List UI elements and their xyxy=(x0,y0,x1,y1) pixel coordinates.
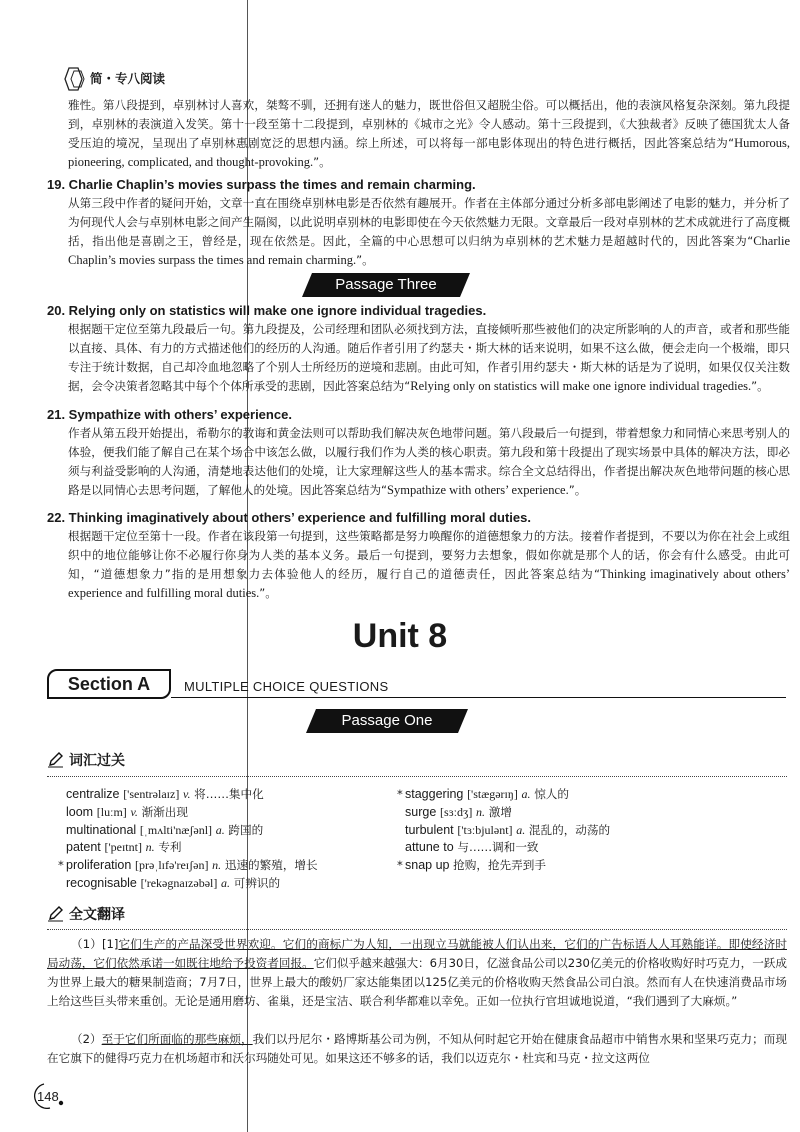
translation-heading: 全文翻译 xyxy=(47,904,125,926)
vocab-word: attune to xyxy=(405,840,454,855)
dotted-divider xyxy=(47,929,787,930)
vocab-word: proliferation xyxy=(66,858,132,873)
vocab-meaning: 惊人的 xyxy=(534,787,569,801)
vocab-meaning: 激增 xyxy=(488,804,512,819)
vocab-part-of-speech: v. xyxy=(130,804,138,819)
vocab-word: turbulent xyxy=(405,822,454,837)
dotted-divider xyxy=(47,776,787,777)
vocab-part-of-speech: n. xyxy=(476,804,486,819)
vocab-phonetic: ['rekəgnaɪzəbəl] xyxy=(140,875,218,890)
vocab-meaning: 将……集中化 xyxy=(194,787,264,801)
question-19-title: 19. Charlie Chaplin’s movies surpass the times and remain charming. xyxy=(47,177,476,192)
banner-label: Passage Three xyxy=(335,276,437,293)
section-label: Section A xyxy=(67,674,151,694)
vocab-item xyxy=(66,804,386,822)
header-title: 简・专八阅读 xyxy=(90,71,166,86)
star-marker: * xyxy=(58,858,64,873)
vocab-meaning: 混乱的，动荡的 xyxy=(528,822,611,837)
vocab-part-of-speech: v. xyxy=(183,787,191,801)
vocab-item xyxy=(405,839,745,857)
vocab-word: multinational xyxy=(66,822,137,837)
vocab-item xyxy=(66,839,386,857)
vocab-meaning: 抢购，抢先弄到手 xyxy=(453,858,546,873)
section-label-box xyxy=(47,669,171,699)
vocab-part-of-speech: n. xyxy=(212,858,222,873)
vocab-item xyxy=(66,822,386,840)
section-rule xyxy=(171,697,786,698)
vocab-word: staggering xyxy=(405,787,464,801)
question-21-answer: 作者从第五段开始提出，希勒尔的教诲和黄金法则可以帮助我们解决灰色地带问题。第八段最后一句提到，带着想象力和同情心来思考别人的体验，便我们能了解自己在某个场合中该怎么做，以履行我们作为人类的核心职责。第九段和第十段提出了现实场景中具体的解决方法，即必须与利益受影响的人沟通，清楚地表达他们的处境，让大家理解这些人的基本需求。综合全文总结得出，作者提出解决灰色地带问题的核心思路是以同情心去思考问题，了解他人的处境。因此答案总结为“Sympathize with others’ experience.”。 xyxy=(68,426,790,497)
vocab-item xyxy=(58,857,386,875)
vocab-item xyxy=(397,857,745,875)
vocab-word: loom xyxy=(66,804,94,819)
vocab-word: surge xyxy=(405,804,437,819)
vocab-meaning: 与……调和一致 xyxy=(457,840,539,855)
vocab-word: snap up xyxy=(405,858,450,873)
vocab-item xyxy=(397,786,745,804)
vocab-word: centralize xyxy=(66,787,120,801)
section-subtitle: MULTIPLE CHOICE QUESTIONS xyxy=(184,679,389,694)
vocab-meaning: 跨国的 xyxy=(228,822,264,837)
page-number-badge xyxy=(30,1081,66,1111)
vocab-item xyxy=(405,822,745,840)
vocab-part-of-speech: a. xyxy=(221,875,231,890)
vocab-phonetic: [ˌmʌlti'næʃənl] xyxy=(139,822,213,837)
star-marker: * xyxy=(397,858,403,873)
vocab-heading: 词汇过关 xyxy=(47,750,125,772)
question-20-answer: 根据题干定位至第九段最后一句。第九段提及，公司经理和团队必须找到方法，直接倾听那些被他们的决定所影响的人的声音，或者和那些能以直接、具体、有力的方式描述他们的经历的人沟通。随后作者引用了约瑟夫・斯大林的话来说明，如果不这么做，便会走向一个极端，即只专注于统计数据，自己却冷血地忽略了个别人士所经历的逆境和悲剧。由此可知，作者引用约瑟夫・斯大林的话是为了说明，如果仅仅关注数据，会令决策者忽略其中每个个体所承受的悲剧，因此答案总结为“Relying only on statistics will make one ignore individual tragedies.”。 xyxy=(68,322,790,393)
vocab-phonetic: ['sentrəlaɪz] xyxy=(123,787,180,801)
vocab-part-of-speech: a. xyxy=(521,787,531,801)
vocab-word: recognisable xyxy=(66,875,137,890)
vocab-item xyxy=(66,786,386,804)
banner-label: Passage One xyxy=(341,712,433,729)
vocab-meaning: 渐渐出现 xyxy=(141,804,188,819)
hexagon-bracket-icon xyxy=(62,66,90,92)
vocab-word: patent xyxy=(66,840,101,855)
vocab-phonetic: [prəˌlɪfə'reɪʃən] xyxy=(135,858,209,873)
vocab-phonetic: ['peɪtnt] xyxy=(104,840,142,855)
vocab-meaning: 可辨识的 xyxy=(233,875,281,890)
translation-paragraph-2: （2）至于它们所面临的那些麻烦，我们以丹尼尔・路博斯基公司为例，不知从何时起它开始在健康食品超市中销售水果和坚果巧克力；而现在它旗下的健得巧克力在机场超市和沃尔玛随处可见。如果这还不够多的话，我们以迈克尔・杜宾和马克・拉文这两位 xyxy=(47,1032,787,1065)
pencil-icon xyxy=(47,750,65,768)
unit-title: Unit 8 xyxy=(352,617,448,655)
passage-three-banner xyxy=(302,273,470,297)
vocab-phonetic: ['tɜːbjulənt] xyxy=(457,822,513,837)
vocab-phonetic: [sɜːdʒ] xyxy=(439,804,473,819)
vocab-list-right xyxy=(397,786,745,875)
vocab-phonetic: ['stægərɪŋ] xyxy=(467,787,518,801)
passage-one-banner xyxy=(306,709,468,733)
question-22-title: 22. Thinking imaginatively about others’ experience and fulfilling moral duties. xyxy=(47,510,531,525)
vocab-list-left xyxy=(58,786,386,893)
vocab-part-of-speech: a. xyxy=(516,822,526,837)
vocab-meaning: 专利 xyxy=(158,840,182,855)
question-22-answer: 根据题干定位至第十一段。作者在该段第一句提到，这些策略都是努力唤醒你的道德想象力的方法。接着作者提到，不要以为你在社会上或组织中的地位能够让你不必履行你身为人类的基本义务。最后一句提到，要努力去想象，假如你就是那个人的话，你会有什么感受。由此可知，“道德想象力”指的是用想象力去体验他人的经历，履行自己的道德责任，因此答案总结为“Thinking imaginatively about others’ experience and fulfilling moral duties.”。 xyxy=(68,529,790,600)
vocab-part-of-speech: n. xyxy=(145,840,155,855)
vocab-item xyxy=(66,875,386,893)
vocab-phonetic: [luːm] xyxy=(96,804,127,819)
vocab-meaning: 迅速的繁殖，增长 xyxy=(224,858,318,873)
translation-paragraph-1: （1）[1]它们生产的产品深受世界欢迎。它们的商标广为人知，一出现立马就能被人们认出来，它们的广告标语人人耳熟能详。即使经济时局动荡，它们依然承诺一如既往地给予投资者回报。它们似乎越来越强大：6月30日，亿滋食品公司以230亿美元的价格收购好时巧克力，一跃成为世界上最大的糖果制造商；7月7日，世界上最大的酸奶厂家达能集团以125亿美元的价格收购天然食品公司白浪。然而有人在快速消费品市场上给这些巨头带来重创。无论是通用磨坊、雀巢，还是宝洁、联合利华都难以幸免。正如一位执行官坦诚地说道，“我们遇到了大麻烦。” xyxy=(47,937,787,1008)
star-marker: * xyxy=(397,787,403,801)
vocab-part-of-speech: a. xyxy=(215,822,225,837)
question-21-title: 21. Sympathize with others’ experience. xyxy=(47,407,292,422)
question-20-title: 20. Relying only on statistics will make one ignore individual tragedies. xyxy=(47,303,487,318)
paragraph-continued: 雅性。第八段提到，卓别林讨人喜欢，桀骜不驯，还拥有迷人的魅力，既世俗但又超脱尘俗。可以概括出，他的表演风格复杂深刻。第九段提到，卓别林的表演道入发笑。第十一段至第十二段提到，卓别林的《城市之光》令人感动。第十三段提到，《大独裁者》反映了德国犹太人备受压迫的境况，呈现出了卓别林惠剧宽泛的思想内涵。综上所述，可以将每一部电影体现出的特色进行概括，因此答案总结为“Humorous, pioneering, complicated, and thought-provoking.”。 xyxy=(68,98,790,169)
page-number: 148 xyxy=(37,1089,59,1104)
vocab-item xyxy=(405,804,745,822)
question-19-answer: 从第三段中作者的疑问开始，文章一直在围绕卓别林电影是否依然有趣展开。作者在主体部分通过分析多部电影阐述了电影的魅力，并分析了为何现代人会与卓别林电影之间产生隔阂，以此说明卓别林的电影即使在今天依然魅力无限。文章最后一段对卓别林的艺术成就进行了高度概括，指出他是喜剧之王，曾经是，现在依然是。因此，全篇的中心思想可以归纳为卓别林的艺术魅力是超越时代的，因此答案为“Charlie Chaplin’s movies surpass the times and remain charming.”。 xyxy=(68,196,790,267)
pencil-icon xyxy=(47,904,65,922)
